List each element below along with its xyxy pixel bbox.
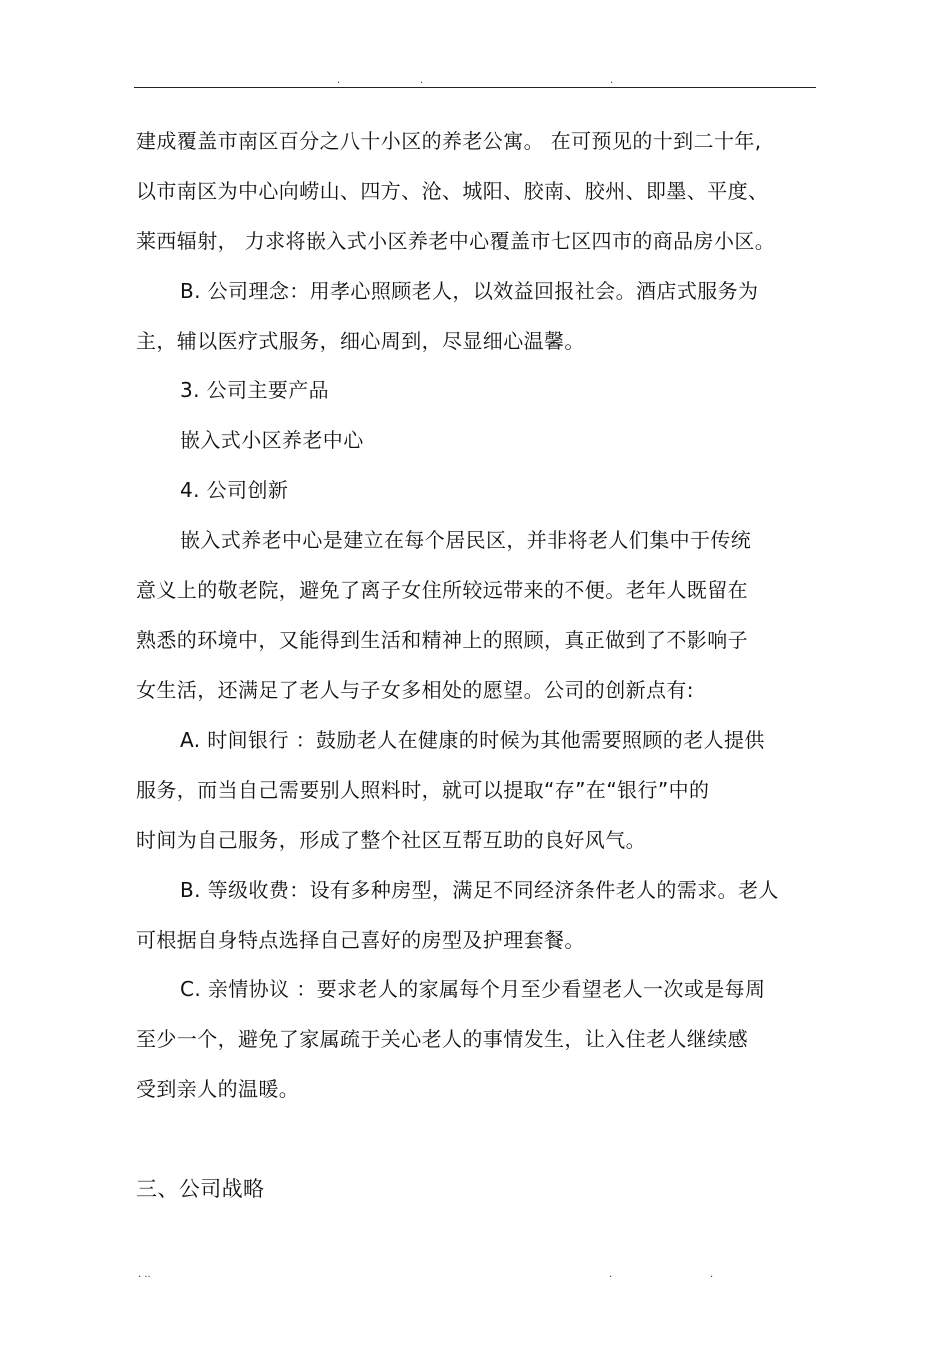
body-line: 意义上的敬老院，避免了离子女住所较远带来的不便。老年人既留在 (136, 578, 748, 602)
section-heading: 三、公司战略 (136, 1177, 265, 1201)
footer-mark: . .. (138, 1269, 151, 1280)
body-line: 受到亲人的温暖。 (136, 1077, 300, 1101)
footer-mark: . (609, 1269, 613, 1280)
header-mark: . (337, 75, 341, 86)
body-line: 可根据自身特点选择自己喜好的房型及护理套餐。 (136, 928, 585, 952)
body-line: 莱西辐射， 力求将嵌入式小区养老中心覆盖市七区四市的商品房小区。 (136, 229, 776, 253)
footer-mark: . (710, 1269, 714, 1280)
body-line: 服务，而当自己需要别人照料时，就可以提取“存”在“银行”中的 (136, 778, 710, 802)
body-line: C. 亲情协议 ：要求老人的家属每个月至少看望老人一次或是每周 (180, 977, 766, 1001)
body-line: 建成覆盖市南区百分之八十小区的养老公寓。 在可预见的十到二十年, (136, 129, 762, 153)
body-line: 嵌入式养老中心是建立在每个居民区，并非将老人们集中于传统 (180, 528, 752, 552)
body-line: B. 公司理念：用孝心照顾老人，以效益回报社会。酒店式服务为 (180, 279, 759, 303)
body-line: 主，辅以医疗式服务，细心周到，尽显细心温馨。 (136, 329, 585, 353)
body-line: 至少一个，避免了家属疏于关心老人的事情发生，让入住老人继续感 (136, 1027, 748, 1051)
header-mark: . (420, 75, 424, 86)
subheading: 3. 公司主要产品 (180, 378, 330, 402)
header-mark: . (610, 75, 614, 86)
body-line: 以市南区为中心向崂山、四方、沧、城阳、胶南、胶州、即墨、平度、 (136, 179, 769, 203)
body-line: 熟悉的环境中，又能得到生活和精神上的照顾，真正做到了不影响子 (136, 628, 748, 652)
body-line: 嵌入式小区养老中心 (180, 428, 364, 452)
body-line: 女生活，还满足了老人与子女多相处的愿望。公司的创新点有: (136, 678, 694, 702)
body-line: A. 时间银行 ：鼓励老人在健康的时候为其他需要照顾的老人提供 (180, 728, 765, 752)
body-line: 时间为自己服务，形成了整个社区互帮互助的良好风气。 (136, 828, 646, 852)
header-rule (134, 87, 816, 88)
body-line: B. 等级收费：设有多种房型，满足不同经济条件老人的需求。老人 (180, 878, 779, 902)
subheading: 4. 公司创新 (180, 478, 289, 502)
